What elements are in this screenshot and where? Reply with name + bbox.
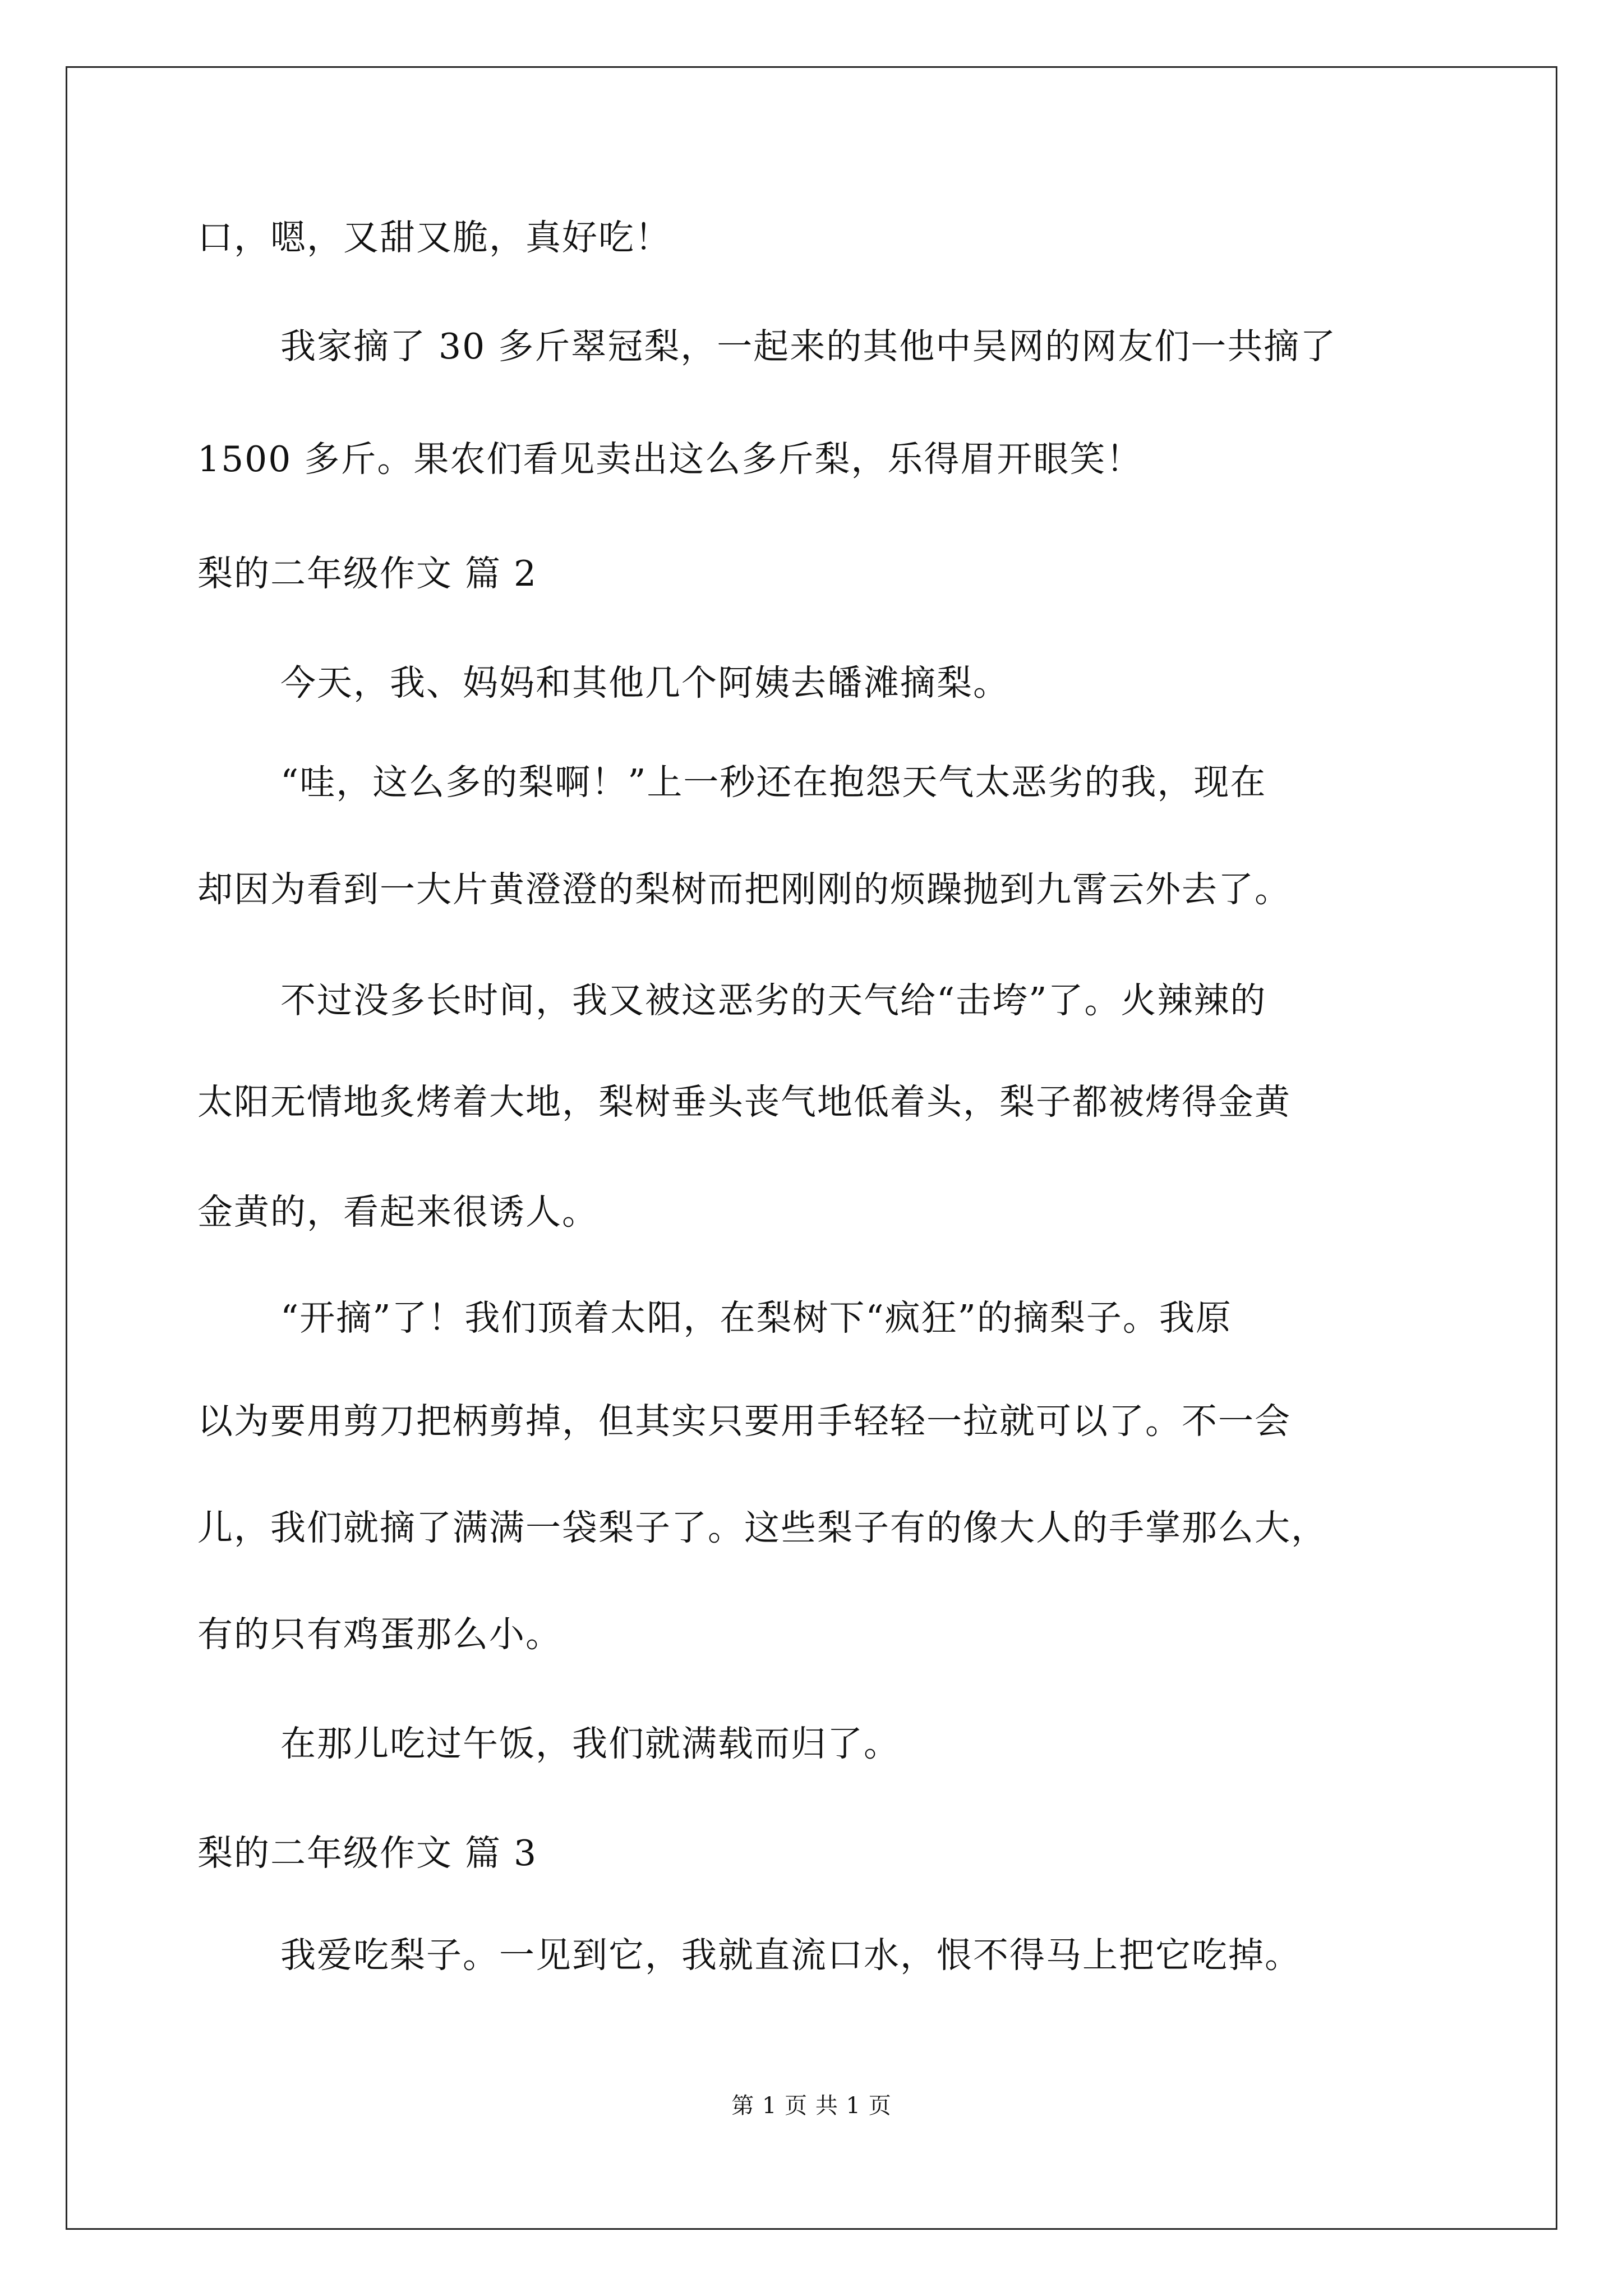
text-line: 1500 多斤。果农们看见卖出这么多斤梨，乐得眉开眼笑！ [197,439,1143,480]
text-line: 有的只有鸡蛋那么小。 [197,1614,562,1655]
text-line: 金黄的，看起来很诱人。 [197,1191,598,1232]
paragraph-start: 今天，我、妈妈和其他几个阿姨去皤滩摘梨。 [280,662,1009,703]
text-line: 口，嗯，又甜又脆，真好吃！ [197,217,671,258]
text-line: 太阳无情地炙烤着大地，梨树垂头丧气地低着头，梨子都被烤得金黄 [197,1082,1291,1122]
paragraph-start: 在那儿吃过午饭，我们就满载而归了。 [280,1723,900,1764]
text-line: 儿，我们就摘了满满一袋梨子了。这些梨子有的像大人的手掌那么大， [197,1507,1327,1548]
page-footer: 第 1 页 共 1 页 [731,2093,892,2119]
paragraph-start: “哇，这么多的梨啊！”上一秒还在抱怨天气太恶劣的我，现在 [280,762,1267,803]
section-heading: 梨的二年级作文 篇 2 [197,553,538,594]
text-line: 却因为看到一大片黄澄澄的梨树而把刚刚的烦躁抛到九霄云外去了。 [197,869,1291,910]
text-line: 以为要用剪刀把柄剪掉，但其实只要用手轻轻一拉就可以了。不一会 [197,1401,1291,1442]
page-border [66,66,1557,2230]
paragraph-start: 我爱吃梨子。一见到它，我就直流口水，恨不得马上把它吃掉。 [280,1935,1301,1976]
paragraph-start: 不过没多长时间，我又被这恶劣的天气给“击垮”了。火辣辣的 [280,980,1267,1021]
section-heading: 梨的二年级作文 篇 3 [197,1833,538,1874]
paragraph-start: “开摘”了！我们顶着太阳，在梨树下“疯狂”的摘梨子。我原 [280,1297,1232,1338]
paragraph-start: 我家摘了 30 多斤翠冠梨，一起来的其他中吴网的网友们一共摘了 [280,326,1337,367]
